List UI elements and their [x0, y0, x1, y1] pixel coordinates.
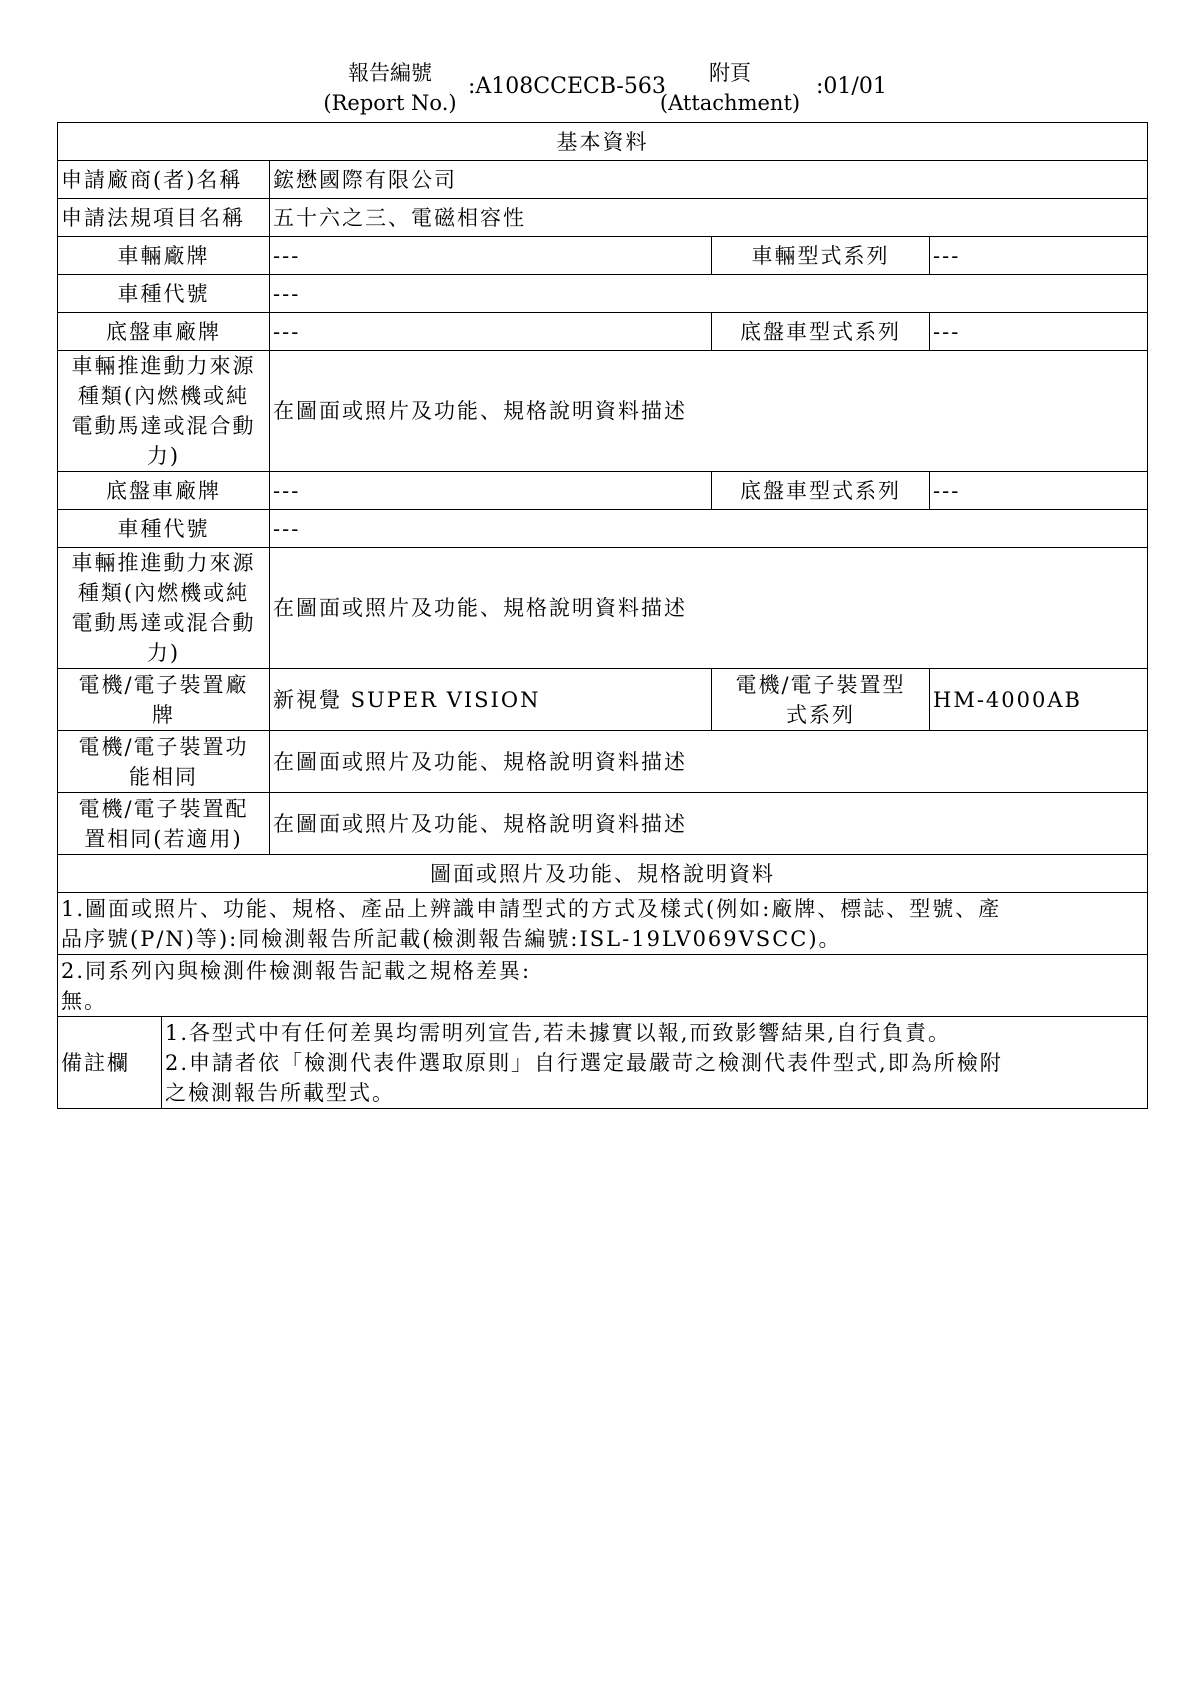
section-basic-title: 基本資料	[58, 123, 1148, 161]
power-source-label-line: 電動馬達或混合動	[71, 414, 256, 438]
table-row	[58, 669, 1148, 731]
chassis-series-label: 底盤車型式系列	[712, 313, 930, 351]
vehicle-code-value-2: ---	[270, 510, 1148, 548]
table-row	[58, 548, 1148, 669]
attachment-zh: 附頁	[709, 61, 751, 85]
table-row	[58, 510, 1148, 548]
device-config-label-line: 電機/電子裝置配	[78, 796, 249, 821]
remarks-label: 備註欄	[58, 1017, 162, 1109]
table-row	[58, 955, 1148, 1017]
drawings-item-2-line: 無。	[61, 988, 107, 1013]
chassis-brand-value-2: ---	[270, 472, 712, 510]
remarks-line: 2.申請者依「檢測代表件選取原則」自行選定最嚴苛之檢測代表件型式,即為所檢附	[165, 1050, 1003, 1075]
device-brand-label	[58, 669, 270, 731]
device-series-label	[712, 669, 930, 731]
regulation-label: 申請法規項目名稱	[58, 199, 270, 237]
chassis-brand-value: ---	[270, 313, 712, 351]
vehicle-brand-value: ---	[270, 237, 712, 275]
applicant-value: 鋐懋國際有限公司	[270, 161, 1148, 199]
report-no-value: :A108CCECB-563	[468, 74, 666, 99]
vehicle-brand-label: 車輛廠牌	[58, 237, 270, 275]
vehicle-series-label: 車輛型式系列	[712, 237, 930, 275]
device-brand-label-line: 牌	[152, 702, 175, 727]
basic-info-table	[57, 122, 1148, 1109]
drawings-item-2	[58, 955, 1148, 1017]
remarks-line: 1.各型式中有任何差異均需明列宣告,若未據實以報,而致影響結果,自行負責。	[165, 1020, 952, 1045]
device-series-label-line: 電機/電子裝置型	[735, 672, 906, 697]
report-no-label	[300, 58, 480, 118]
table-row	[58, 237, 1148, 275]
remarks-content	[162, 1017, 1148, 1109]
drawings-item-1-line: 1.圖面或照片、功能、規格、產品上辨識申請型式的方式及樣式(例如:廠牌、標誌、型號、產	[61, 896, 1002, 921]
device-brand-value: 新視覺 SUPER VISION	[270, 669, 712, 731]
power-source-label-line: 力)	[146, 641, 181, 665]
chassis-series-label-2: 底盤車型式系列	[712, 472, 930, 510]
power-source-value: 在圖面或照片及功能、規格說明資料描述	[270, 351, 1148, 472]
applicant-label: 申請廠商(者)名稱	[58, 161, 270, 199]
table-row	[58, 275, 1148, 313]
table-row	[58, 313, 1148, 351]
vehicle-code-value: ---	[270, 275, 1148, 313]
regulation-value: 五十六之三、電磁相容性	[270, 199, 1148, 237]
drawings-item-1	[58, 893, 1148, 955]
table-row	[58, 1017, 1148, 1109]
device-series-value: HM-4000AB	[930, 669, 1148, 731]
table-row	[58, 793, 1148, 855]
table-row	[58, 855, 1148, 893]
power-source-label-line: 種類(內燃機或純	[77, 384, 250, 408]
section-drawings-title: 圖面或照片及功能、規格說明資料	[58, 855, 1148, 893]
power-source-label-line: 電動馬達或混合動	[71, 611, 256, 635]
table-row	[58, 731, 1148, 793]
device-function-value: 在圖面或照片及功能、規格說明資料描述	[270, 731, 1148, 793]
vehicle-code-label: 車種代號	[58, 275, 270, 313]
power-source-label	[58, 351, 270, 472]
power-source-label-line: 種類(內燃機或純	[77, 581, 250, 605]
report-no-en: (Report No.)	[323, 91, 457, 115]
device-config-value: 在圖面或照片及功能、規格說明資料描述	[270, 793, 1148, 855]
report-no-zh: 報告編號	[348, 61, 432, 85]
device-series-label-line: 式系列	[786, 702, 855, 727]
table-row	[58, 351, 1148, 472]
device-function-label-line: 電機/電子裝置功	[78, 734, 249, 759]
table-row	[58, 199, 1148, 237]
device-function-label	[58, 731, 270, 793]
table-row	[58, 161, 1148, 199]
drawings-item-2-line: 2.同系列內與檢測件檢測報告記載之規格差異:	[61, 958, 532, 983]
drawings-item-1-line: 品序號(P/N)等):同檢測報告所記載(檢測報告編號:ISL-19LV069VSCC)。	[61, 926, 842, 951]
attachment-value: :01/01	[816, 74, 887, 99]
chassis-brand-label: 底盤車廠牌	[58, 313, 270, 351]
attachment-en: (Attachment)	[659, 91, 801, 115]
table-row	[58, 472, 1148, 510]
device-brand-label-line: 電機/電子裝置廠	[78, 672, 249, 697]
chassis-brand-label-2: 底盤車廠牌	[58, 472, 270, 510]
power-source-label-line: 車輛推進動力來源	[71, 354, 256, 378]
vehicle-code-label-2: 車種代號	[58, 510, 270, 548]
report-header	[0, 58, 1200, 120]
device-config-label-line: 置相同(若適用)	[84, 826, 243, 851]
power-source-label-line: 車輛推進動力來源	[71, 551, 256, 575]
device-config-label	[58, 793, 270, 855]
remarks-line: 之檢測報告所載型式。	[165, 1080, 395, 1105]
power-source-label-2	[58, 548, 270, 669]
device-function-label-line: 能相同	[129, 764, 198, 789]
power-source-value-2: 在圖面或照片及功能、規格說明資料描述	[270, 548, 1148, 669]
chassis-series-value: ---	[930, 313, 1148, 351]
attachment-label	[650, 58, 810, 118]
table-row	[58, 893, 1148, 955]
vehicle-series-value: ---	[930, 237, 1148, 275]
chassis-series-value-2: ---	[930, 472, 1148, 510]
table-row	[58, 123, 1148, 161]
power-source-label-line: 力)	[146, 444, 181, 468]
